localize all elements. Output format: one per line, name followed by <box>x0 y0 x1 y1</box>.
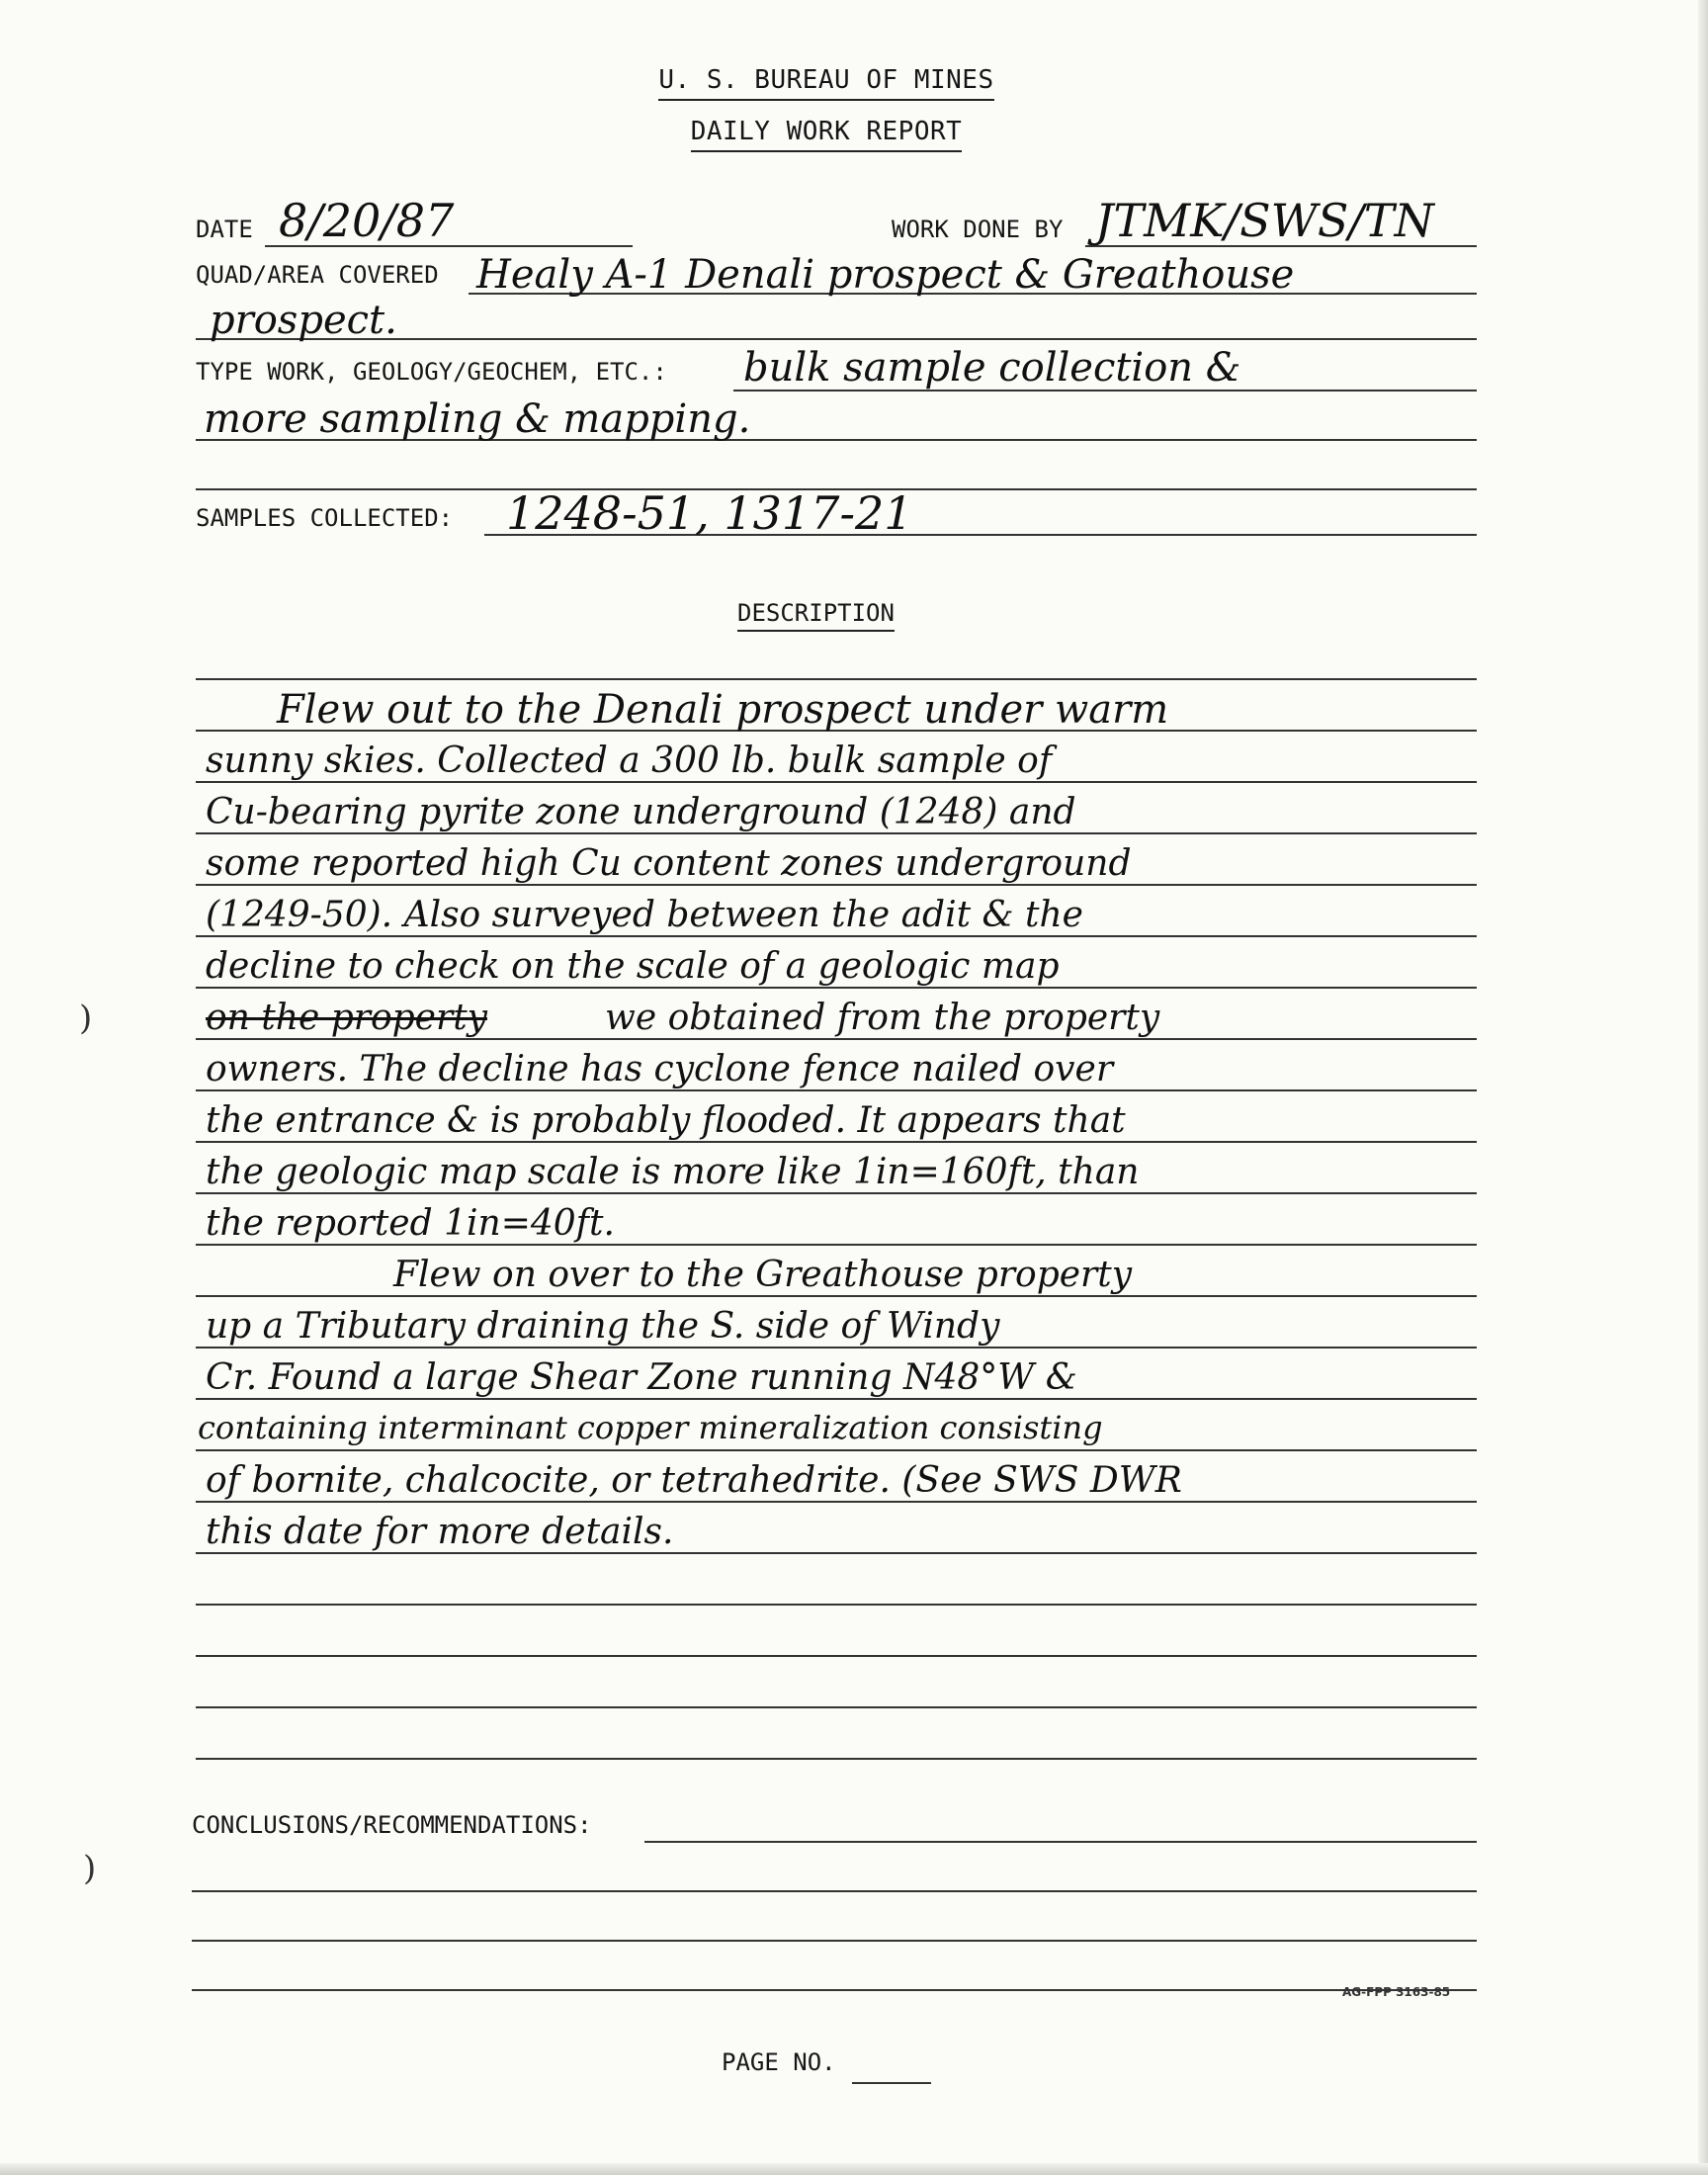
desc-rule <box>196 1604 1477 1606</box>
description-line-14: Cr. Found a large Shear Zone running N48°W & <box>206 1357 1077 1398</box>
type-work-label: TYPE WORK, GEOLOGY/GEOCHEM, ETC.: <box>196 358 667 386</box>
type-work-value-1: bulk sample collection & <box>743 345 1241 391</box>
desc-rule <box>196 1347 1477 1348</box>
report-title: DAILY WORK REPORT <box>0 117 1653 146</box>
conclusions-line-4 <box>192 1989 1477 1991</box>
description-line-7: we obtained from the property <box>605 998 1160 1038</box>
description-line-3: Cu-bearing pyrite zone underground (1248) and <box>206 792 1076 832</box>
desc-rule <box>196 678 1477 680</box>
description-line-12: Flew on over to the Greathouse property <box>393 1255 1133 1295</box>
description-line-4: some reported high Cu content zones underground <box>206 843 1132 884</box>
desc-rule <box>196 781 1477 783</box>
quad-value-2: prospect. <box>210 298 397 343</box>
desc-rule <box>196 1089 1477 1091</box>
samples-value: 1248-51, 1317-21 <box>506 486 913 540</box>
conclusions-line-2 <box>192 1890 1477 1892</box>
work-done-by-value: JTMK/SWS/TN <box>1095 194 1434 247</box>
description-line-13: up a Tributary draining the S. side of Windy <box>206 1306 1000 1347</box>
desc-rule <box>196 1706 1477 1708</box>
type-work-value-2: more sampling & mapping. <box>204 396 751 442</box>
desc-rule <box>196 1501 1477 1503</box>
agency-heading: U. S. BUREAU OF MINES <box>0 65 1653 95</box>
desc-rule <box>196 1295 1477 1297</box>
date-value: 8/20/87 <box>279 194 455 247</box>
description-line-6: decline to check on the scale of a geologic map <box>206 946 1060 987</box>
page-edge-bottom <box>0 2163 1708 2175</box>
description-line-17: this date for more details. <box>206 1512 674 1552</box>
struck-out-text: on the property <box>206 998 487 1038</box>
description-line-15: containing interminant copper mineralization consisting <box>198 1409 1103 1446</box>
margin-mark: ) <box>79 999 93 1038</box>
page-no-label: PAGE NO. <box>722 2048 836 2076</box>
desc-rule <box>196 1192 1477 1194</box>
quad-label: QUAD/AREA COVERED <box>196 261 439 289</box>
description-heading: DESCRIPTION <box>737 599 895 632</box>
desc-rule <box>196 1398 1477 1400</box>
desc-rule <box>196 1449 1477 1451</box>
conclusions-line-3 <box>192 1940 1477 1942</box>
desc-rule <box>196 884 1477 886</box>
page-edge-right <box>1698 0 1708 2175</box>
description-line-8: owners. The decline has cyclone fence nailed over <box>206 1049 1114 1089</box>
desc-rule <box>196 987 1477 989</box>
desc-rule <box>196 1552 1477 1554</box>
description-line-10: the geologic map scale is more like 1in=160ft, than <box>206 1152 1140 1192</box>
desc-rule <box>196 935 1477 937</box>
form-number: AG-FPP 3163-85 <box>1342 1985 1451 1999</box>
desc-rule <box>196 832 1477 834</box>
page-no-line <box>852 2082 931 2084</box>
desc-rule <box>196 1655 1477 1657</box>
desc-rule <box>196 1758 1477 1760</box>
description-line-5: (1249-50). Also surveyed between the adit & the <box>206 895 1083 935</box>
description-line-11: the reported 1in=40ft. <box>206 1203 615 1244</box>
work-done-by-label: WORK DONE BY <box>892 216 1064 243</box>
desc-rule <box>196 1244 1477 1246</box>
description-line-16: of bornite, chalcocite, or tetrahedrite. (See SWS DWR <box>206 1460 1182 1501</box>
desc-rule <box>196 1141 1477 1143</box>
description-line-2: sunny skies. Collected a 300 lb. bulk sample of <box>206 740 1053 781</box>
description-line-1: Flew out to the Denali prospect under warm <box>277 687 1169 733</box>
description-line-9: the entrance & is probably flooded. It appears that <box>206 1100 1126 1141</box>
date-label: DATE <box>196 216 253 243</box>
conclusions-line-1 <box>644 1841 1477 1843</box>
desc-rule <box>196 1038 1477 1040</box>
conclusions-label: CONCLUSIONS/RECOMMENDATIONS: <box>192 1811 592 1839</box>
samples-label: SAMPLES COLLECTED: <box>196 504 454 532</box>
quad-value-1: Healy A-1 Denali prospect & Greathouse <box>476 252 1295 298</box>
margin-mark: ) <box>83 1849 97 1888</box>
